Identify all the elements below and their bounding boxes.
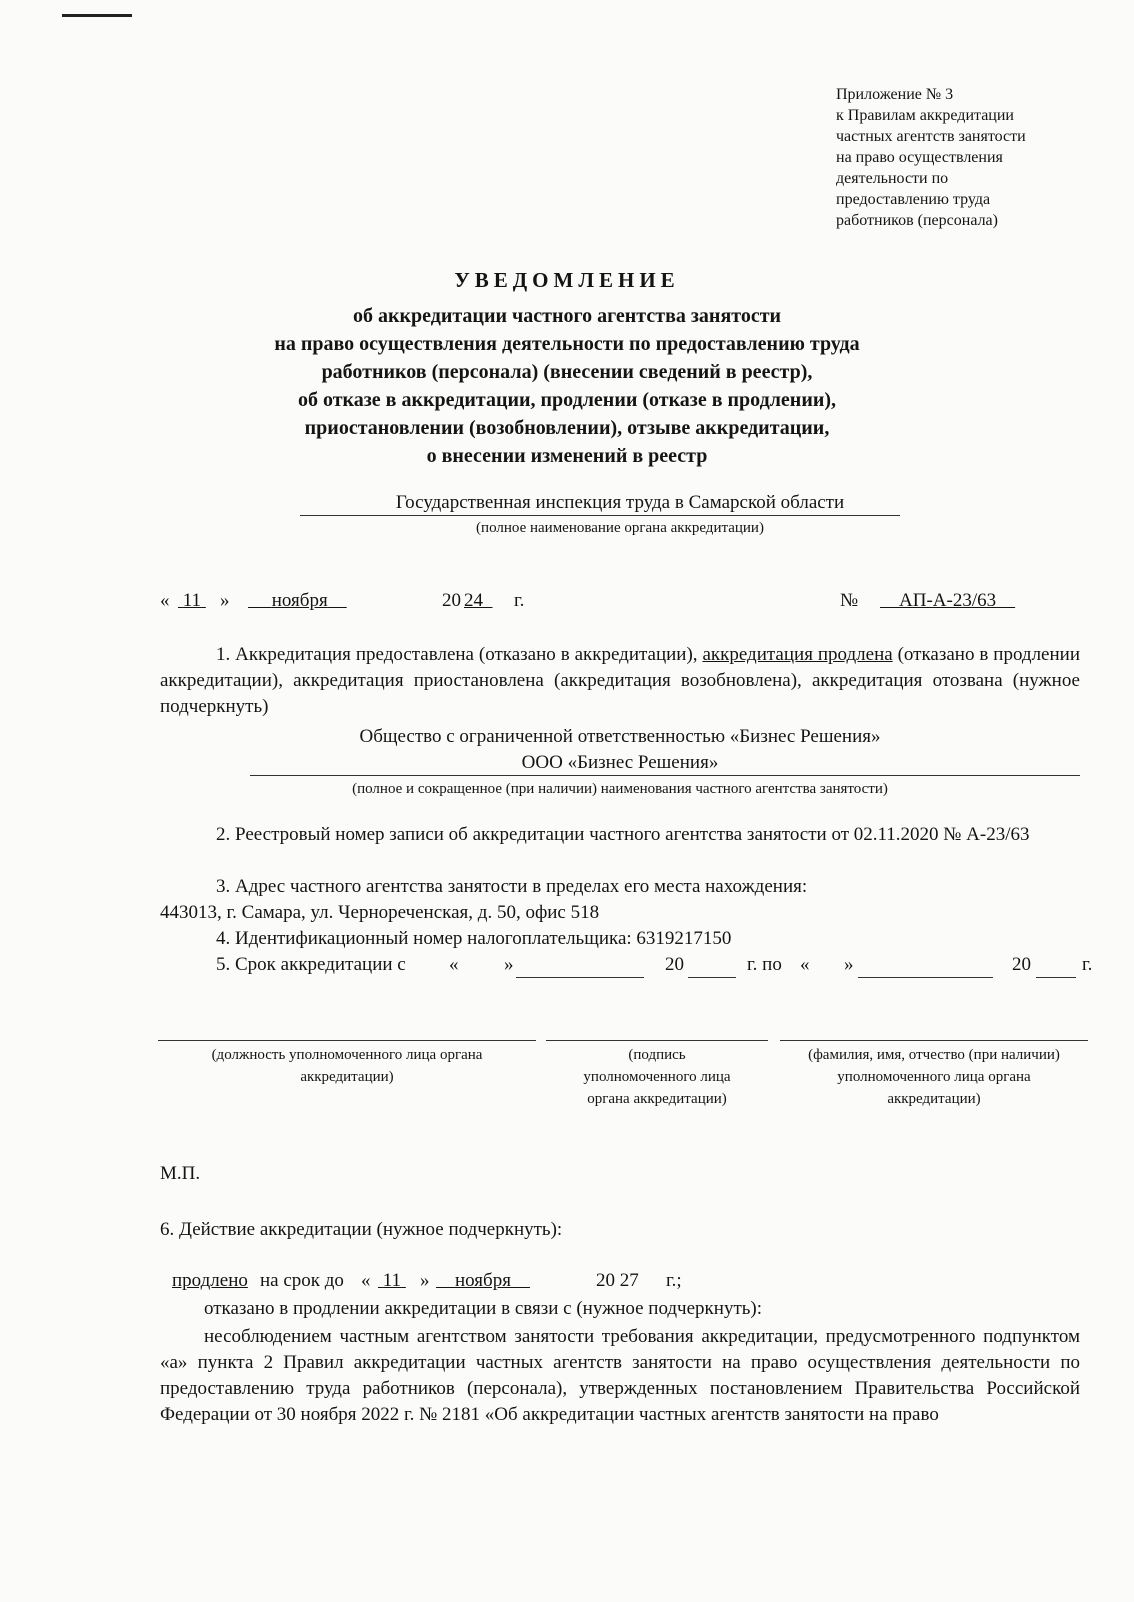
term-rule bbox=[858, 977, 993, 978]
appendix-block bbox=[836, 84, 1096, 231]
subtitle-line: об отказе в аккредитации, продлении (отказе в продлении), bbox=[297, 389, 837, 411]
term-quote: » bbox=[504, 954, 514, 975]
term-year-suffix: г. bbox=[1082, 954, 1093, 975]
organ-rule bbox=[300, 515, 900, 516]
date-quote-open: « bbox=[160, 590, 170, 611]
subtitle-line: работников (персонала) (внесении сведений в реестр), bbox=[321, 361, 813, 383]
refused-line: отказано в продлении аккредитации в связи с (нужное подчеркнуть): bbox=[204, 1298, 763, 1319]
term-quote: « bbox=[800, 954, 810, 975]
fio-rule bbox=[780, 1040, 1088, 1041]
signature-caption: (подпись уполномоченного лица органа аккредитации) bbox=[583, 1047, 731, 1107]
date-month: ноября bbox=[271, 590, 328, 611]
term-label: 5. Срок аккредитации с bbox=[216, 954, 406, 975]
document-title: УВЕДОМЛЕНИЕ bbox=[454, 268, 680, 292]
position-caption: (должность уполномоченного лица органа аккредитации) bbox=[211, 1047, 483, 1085]
term-year: 20 bbox=[1012, 954, 1031, 975]
top-mark bbox=[62, 14, 132, 17]
position-rule bbox=[158, 1040, 536, 1041]
term-quote: « bbox=[449, 954, 459, 975]
date-year-suffix: г. bbox=[514, 590, 525, 611]
extended-quote: » bbox=[420, 1270, 430, 1291]
stamp-place: М.П. bbox=[160, 1163, 201, 1184]
appendix-line: Приложение № 3 bbox=[836, 86, 954, 103]
paragraph-3-address: 443013, г. Самара, ул. Чернореченская, д. 50, офис 518 bbox=[160, 902, 600, 923]
extended-month: ноября bbox=[455, 1270, 511, 1291]
appendix-line: на право осуществления bbox=[836, 149, 1003, 166]
paragraph-2: 2. Реестровый номер записи об аккредитации частного агентства занятости от 02.11.2020 № А-23/63 bbox=[216, 824, 1030, 845]
paragraph-3-label: 3. Адрес частного агентства занятости в пределах его места нахождения: bbox=[216, 876, 808, 897]
organ-caption: (полное наименование органа аккредитации) bbox=[476, 520, 764, 536]
term-rule bbox=[516, 977, 644, 978]
extended-word: продлено bbox=[172, 1270, 248, 1291]
agency-caption: (полное и сокращенное (при наличии) наименования частного агентства занятости) bbox=[352, 781, 888, 797]
number-sign: № bbox=[840, 590, 859, 611]
agency-short-name: ООО «Бизнес Решения» bbox=[521, 752, 719, 773]
term-rule bbox=[1036, 977, 1076, 978]
subtitle-line: об аккредитации частного агентства занятости bbox=[352, 305, 782, 327]
term-year: 20 bbox=[665, 954, 684, 975]
term-rule bbox=[688, 977, 736, 978]
date-quote-close: » bbox=[220, 590, 230, 611]
extended-day: 11 bbox=[382, 1270, 402, 1291]
paragraph-4: 4. Идентификационный номер налогоплательщика: 6319217150 bbox=[216, 928, 732, 949]
agency-full-name: Общество с ограниченной ответственностью «Бизнес Решения» bbox=[359, 726, 881, 747]
extended-year-suffix: г.; bbox=[666, 1270, 682, 1291]
date-year-prefix: 20 bbox=[442, 590, 461, 611]
appendix-line: частных агентств занятости bbox=[836, 128, 1026, 145]
agency-rule bbox=[250, 775, 1080, 776]
subtitle-line: на право осуществления деятельности по предоставлению труда bbox=[274, 333, 860, 355]
non-compliance-text: несоблюдением частным агентством занятости требования аккредитации, предусмотренного подпунктом «а» пункта 2 Правил аккредитации частных агентств занятости на право осуществления деятельности по предоставлению труда работников (персонала), утвержденных постановлением Правительства Российской Федерации от 30 ноября 2022 г. № 2181 «Об аккредитации частных агентств занятости на право bbox=[160, 1326, 1080, 1425]
organ-name: Государственная инспекция труда в Самарской области bbox=[395, 492, 845, 513]
extended-year: 20 27 bbox=[596, 1270, 639, 1291]
term-to: г. по bbox=[747, 954, 782, 975]
extended-quote: « bbox=[361, 1270, 371, 1291]
extended-text: на срок до bbox=[260, 1270, 344, 1291]
term-quote: » bbox=[844, 954, 854, 975]
appendix-line: работников (персонала) bbox=[836, 212, 998, 229]
subtitle-line: о внесении изменений в реестр bbox=[426, 445, 708, 467]
subtitle-line: приостановлении (возобновлении), отзыве аккредитации, bbox=[304, 417, 830, 439]
signature-rule bbox=[546, 1040, 768, 1041]
date-year: 24 bbox=[464, 590, 483, 611]
appendix-line: к Правилам аккредитации bbox=[836, 107, 1014, 124]
appendix-line: предоставлению труда bbox=[836, 191, 991, 208]
fio-caption: (фамилия, имя, отчество (при наличии) уполномоченного лица органа аккредитации) bbox=[808, 1047, 1060, 1107]
date-day: 11 bbox=[182, 590, 202, 611]
paragraph-6: 6. Действие аккредитации (нужное подчеркнуть): bbox=[160, 1219, 563, 1240]
appendix-line: деятельности по bbox=[836, 170, 949, 187]
paragraph-1: 1. Аккредитация предоставлена (отказано в аккредитации), аккредитация продлена (отказано в продлении аккредитации), аккредитация приостановлена (аккредитация возобновлена), аккредитация отозвана (нужное подчеркнуть) bbox=[160, 644, 1080, 717]
document-number: АП-А-23/63 bbox=[899, 590, 997, 611]
